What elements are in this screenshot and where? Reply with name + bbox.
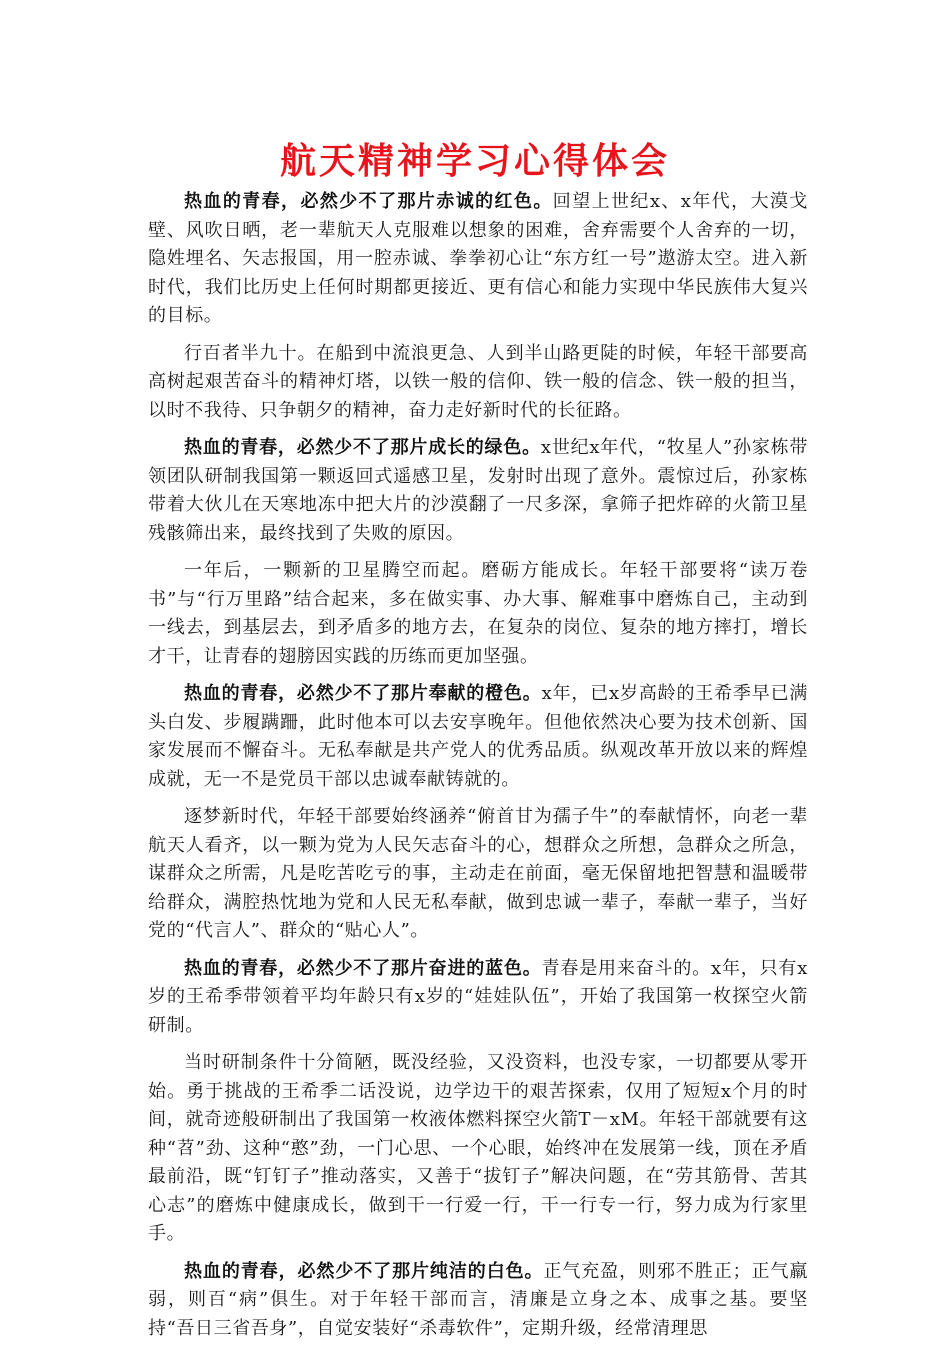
paragraph-6 xyxy=(148,803,808,946)
paragraph-text: 当时研制条件十分简陋，既没经验，又没资料，也没专家，一切都要从零开始。勇于挑战的王希季二话没说，边学边干的艰苦探索，仅用了短短x个月的时间，就奇迹般研制出了我国第一枚液体燃料探空火箭T－xM。年轻干部就要有这种“苕”劲、这种“憨”劲，一门心思、一个心眼，始终冲在发展第一线，顶在矛盾最前沿，既“钉钉子”推动落实，又善于“拔钉子”解决问题，在“劳其筋骨、苦其心志”的磨炼中健康成长，做到干一行爱一行，干一行专一行，努力成为行家里手。 xyxy=(148,1052,808,1244)
paragraph-9 xyxy=(148,1258,808,1344)
paragraph-text: 青春是用来奋斗的。x年，只有x岁的王希季带领着平均年龄只有x岁的“娃娃队伍”，开始了我国第一枚探空火箭研制。 xyxy=(148,957,808,1036)
paragraph-4 xyxy=(148,557,808,671)
paragraph-lead: 热血的青春，必然少不了那片奉献的橙色。 xyxy=(184,683,542,704)
paragraph-text: x世纪x年代，“牧星人”孙家栋带领团队研制我国第一颗返回式遥感卫星，发射时出现了意外。震惊过后，孙家栋带着大伙儿在天寒地冻中把大片的沙漠翻了一尺多深，拿筛子把炸碎的火箭卫星残骸筛出来，最终找到了失败的原因。 xyxy=(148,437,808,544)
paragraph-7 xyxy=(148,955,808,1041)
paragraph-2 xyxy=(148,340,808,426)
paragraph-text: 逐梦新时代，年轻干部要始终涵养“俯首甘为孺子牛”的奉献情怀，向老一辈航天人看齐，以一颗为党为人民矢志奋斗的心，想群众之所想，急群众之所急，谋群众之所需，凡是吃苦吃亏的事，主动走在前面，毫无保留地把智慧和温暖带给群众，满腔热忱地为党和人民无私奉献，做到忠诚一辈子，奉献一辈子，当好党的“代言人”、群众的“贴心人”。 xyxy=(148,806,808,941)
paragraph-1 xyxy=(148,188,808,331)
paragraph-text: 回望上世纪x、x年代，大漠戈壁、风吹日晒，老一辈航天人克服难以想象的困难，舍弃需要个人舍弃的一切，隐姓埋名、矢志报国，用一腔赤诚、拳拳初心让“东方红一号”遨游太空。进入新时代，我们比历史上任何时期都更接近、更有信心和能力实现中华民族伟大复兴的目标。 xyxy=(148,191,809,326)
paragraph-lead: 热血的青春，必然少不了那片奋进的蓝色。 xyxy=(184,957,542,979)
paragraph-8 xyxy=(148,1049,808,1249)
paragraph-text: 行百者半九十。在船到中流浪更急、人到半山路更陡的时候，年轻干部要高高树起艰苦奋斗的精神灯塔，以铁一般的信仰、铁一般的信念、铁一般的担当，以时不我待、只争朝夕的精神，奋力走好新时代的长征路。 xyxy=(148,342,808,421)
paragraph-text: 一年后，一颗新的卫星腾空而起。磨砺方能成长。年轻干部要将“读万卷书”与“行万里路”结合起来，多在做实事、办大事、解难事中磨炼自己，主动到一线去，到基层去，到矛盾多的地方去，在复杂的岗位、复杂的地方摔打，增长才干，让青春的翅膀因实践的历练而更加坚强。 xyxy=(148,560,808,667)
paragraph-text: x年，已x岁高龄的王希季早已满头白发、步履蹒跚，此时他本可以去安享晚年。但他依然决心要为技术创新、国家发展而不懈奋斗。无私奉献是共产党人的优秀品质。纵观改革开放以来的辉煌成就，无一不是党员干部以忠诚奉献铸就的。 xyxy=(148,683,808,790)
document-body xyxy=(148,188,808,1352)
paragraph-lead: 热血的青春，必然少不了那片赤诚的红色。 xyxy=(184,191,553,212)
document-title: 航天精神学习心得体会 xyxy=(279,140,670,182)
paragraph-5 xyxy=(148,680,808,794)
paragraph-lead: 热血的青春，必然少不了那片成长的绿色。 xyxy=(184,437,541,458)
paragraph-3 xyxy=(148,434,808,548)
paragraph-text: 正气充盈，则邪不胜正；正气羸弱，则百“病”俱生。对于年轻干部而言，清廉是立身之本、成事之基。要坚持“吾日三省吾身”，自觉安装好“杀毒软件”，定期升级，经常清理思 xyxy=(148,1260,808,1339)
paragraph-lead: 热血的青春，必然少不了那片纯洁的白色。 xyxy=(184,1260,544,1282)
